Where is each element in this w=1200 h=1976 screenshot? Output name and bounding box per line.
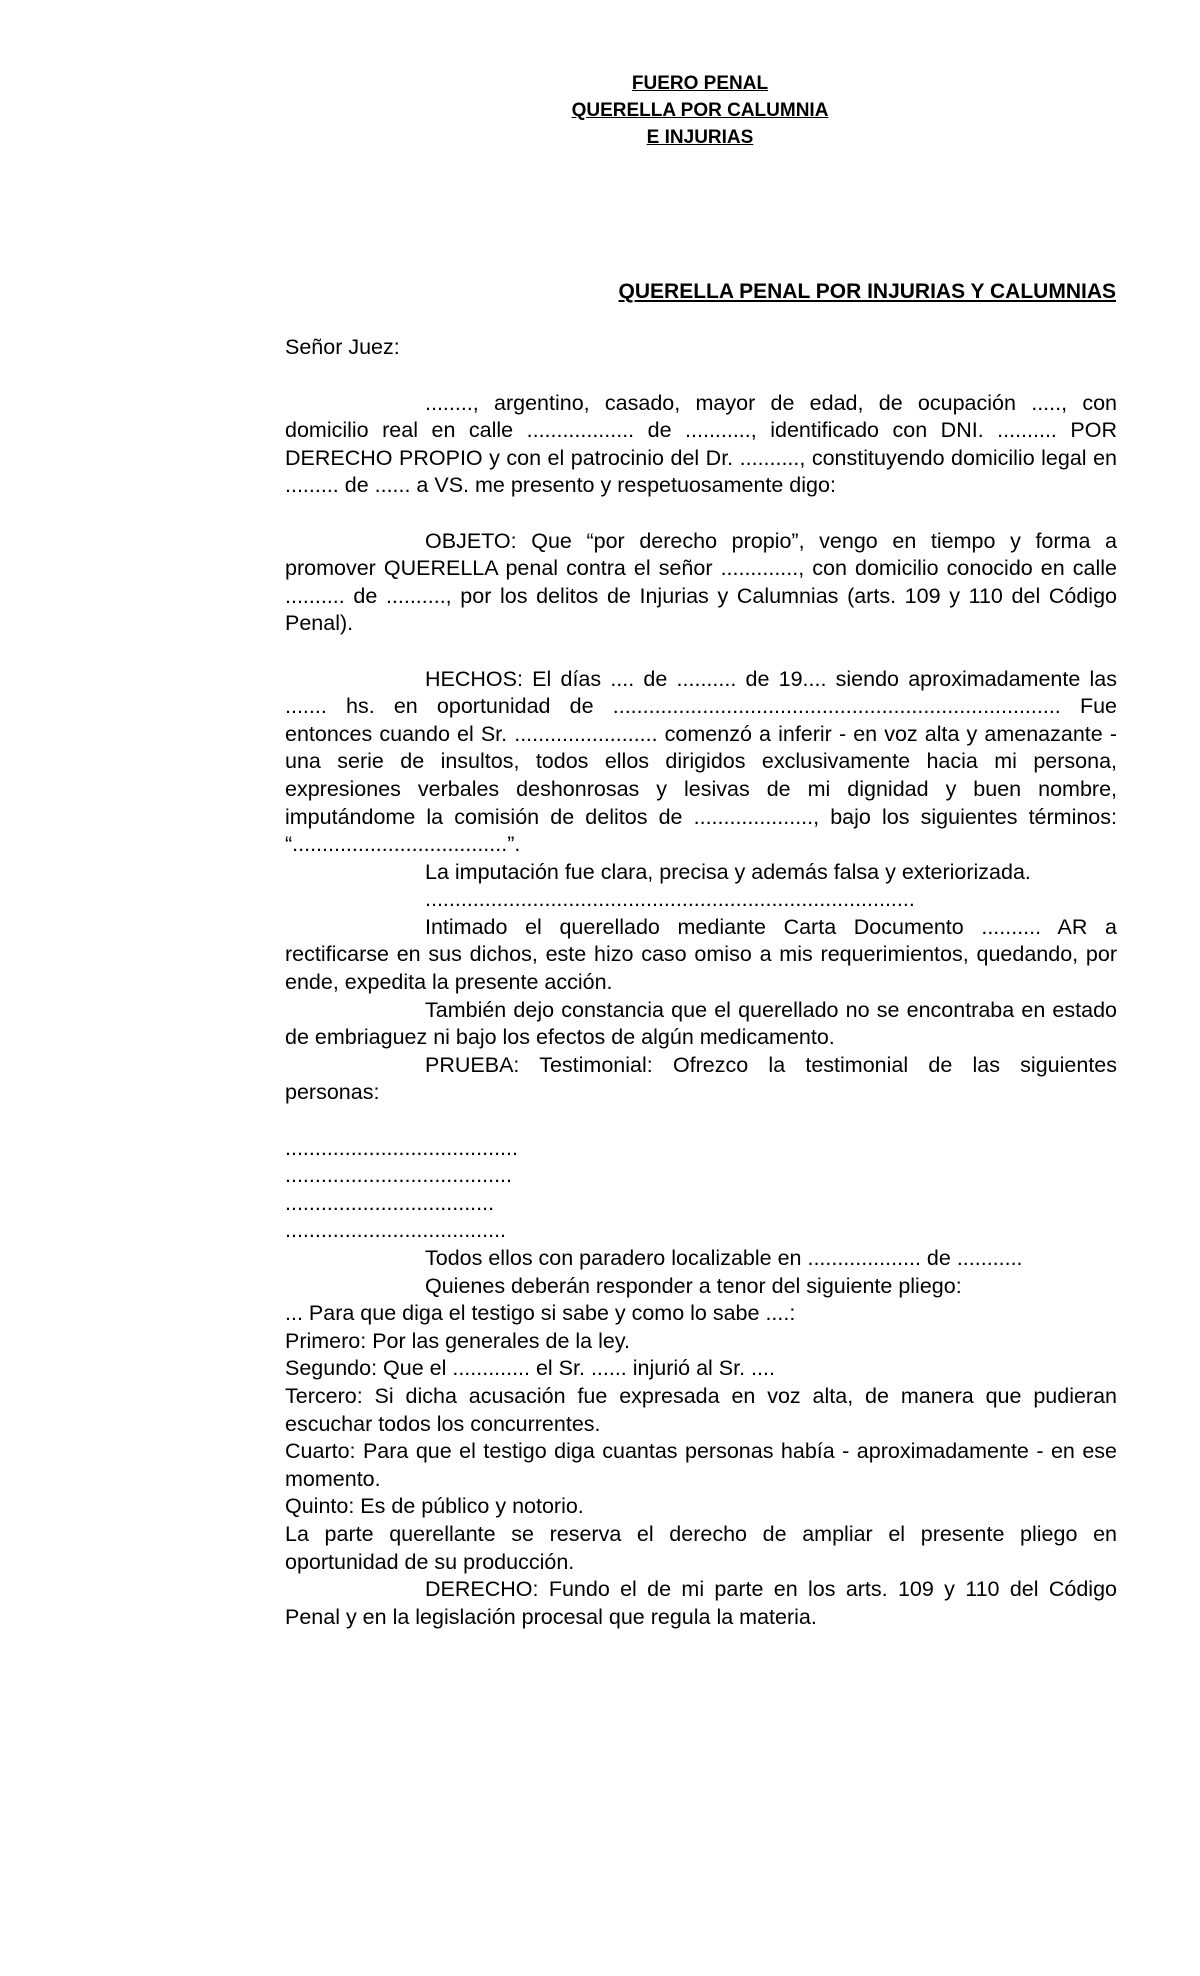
derecho-paragraph: DERECHO: Fundo el de mi parte en los arts. 109 y 110 del Código Penal y en la legislación procesal que regula la materia. bbox=[285, 1577, 1117, 1629]
dots-line: .................................................................................. bbox=[425, 887, 915, 912]
document-title: QUERELLA PENAL POR INJURIAS Y CALUMNIAS bbox=[618, 280, 1116, 303]
header-line-querella: QUERELLA POR CALUMNIA bbox=[571, 100, 829, 121]
witness-line: ..................................... bbox=[285, 1218, 507, 1243]
paradero-paragraph: Todos ellos con paradero localizable en ................... de ........... bbox=[425, 1246, 1023, 1270]
intimado-paragraph: Intimado el querellado mediante Carta Documento .......... AR a rectificarse en sus dichos, este hizo caso omiso a mis requerimientos, quedando, por ende, expedita la presente acción. bbox=[285, 914, 1117, 995]
witness-line: ....................................... bbox=[285, 1135, 518, 1160]
pliego-item: Cuarto: Para que el testigo diga cuantas personas había - aproximadamente - en ese momento. bbox=[285, 1439, 1117, 1491]
document-body bbox=[285, 334, 1117, 1631]
pliego-item: Tercero: Si dicha acusación fue expresada en voz alta, de manera que pudieran escuchar todos los concurrentes. bbox=[285, 1383, 1117, 1436]
intro-paragraph: ........, argentino, casado, mayor de edad, de ocupación ....., con domicilio real en calle .................. de ..........., identificado con DNI. .......... POR DERECHO PROPIO y con el patrocinio del Dr. .........., constituyendo domicilio legal en ......... de ...... a VS. me presento y respetuosamente digo: bbox=[285, 390, 1117, 498]
pliego-item: Segundo: Que el ............. el Sr. ...... injurió al Sr. .... bbox=[285, 1356, 775, 1381]
quienes-paragraph: Quienes deberán responder a tenor del siguiente pliego: bbox=[425, 1273, 962, 1298]
header-line-fuero: FUERO PENAL bbox=[631, 73, 769, 94]
header-line-injurias: E INJURIAS bbox=[646, 127, 754, 148]
imputacion-paragraph: La imputación fue clara, precisa y además falsa y exteriorizada. bbox=[425, 859, 1031, 884]
objeto-paragraph: OBJETO: Que “por derecho propio”, vengo en tiempo y forma a promover QUERELLA penal contra el señor ............., con domicilio conocido en calle .......... de .........., por los delitos de Injurias y Calumnias (arts. 109 y 110 del Código Penal). bbox=[285, 528, 1117, 636]
constancia-paragraph: También dejo constancia que el querellado no se encontraba en estado de embriaguez ni bajo los efectos de algún medicamento. bbox=[285, 997, 1117, 1050]
salutation: Señor Juez: bbox=[285, 335, 400, 359]
hechos-paragraph: HECHOS: El días .... de .......... de 19.... siendo aproximadamente las ....... hs. en oportunidad de ........................................................................... Fue entonces cuando el Sr. ........................ comenzó a inferir - en voz alta y amenazante - una serie de insultos, todos ellos dirigidos exclusivamente hacia mi persona, expresiones verbales deshonrosas y lesivas de mi dignidad y buen nombre, imputándome la comisión de delitos de ...................., bajo los siguientes términos: “....................................”. bbox=[285, 666, 1117, 857]
pliego-item: La parte querellante se reserva el derecho de ampliar el presente pliego en oportunidad de su producción. bbox=[285, 1521, 1117, 1574]
pliego-item: ... Para que diga el testigo si sabe y como lo sabe ....: bbox=[285, 1301, 796, 1326]
prueba-paragraph: PRUEBA: Testimonial: Ofrezco la testimonial de las siguientes personas: bbox=[285, 1052, 1117, 1105]
pliego-item: Quinto: Es de público y notorio. bbox=[285, 1494, 584, 1519]
document-header bbox=[550, 70, 850, 151]
pliego-item: Primero: Por las generales de la ley. bbox=[285, 1328, 630, 1353]
witness-line: ...................................... bbox=[285, 1163, 512, 1188]
witness-line: ................................... bbox=[285, 1190, 495, 1215]
